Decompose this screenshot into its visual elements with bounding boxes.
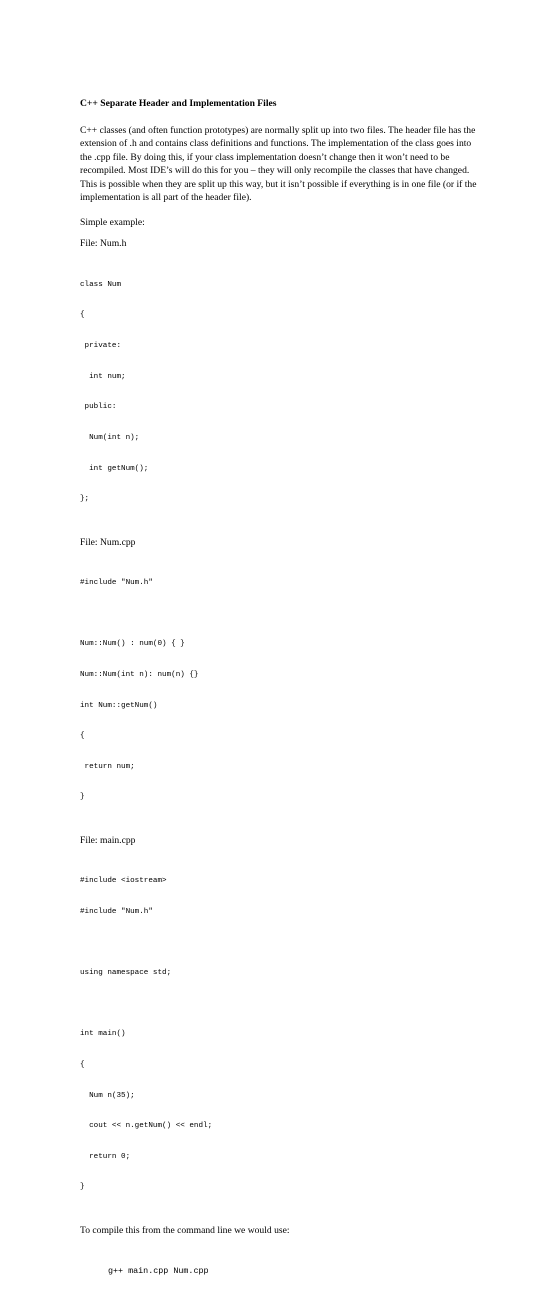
intro-paragraph: C++ classes (and often function prototypes) are normally split up into two files. The header file has the extension of .h and contains class definitions and functions. The implementation of the class goes into the .cpp file. By doing this, if your class implementation doesn’t change then it won’t need to be recompiled. Most IDE’s will do this for you – they will only recompile the classes that have changed. This is possible when they are split up this way, but it isn’t possible if everything is in one file (or if the implementation is all part of the header file). [80, 125, 477, 204]
code-line: public: [80, 403, 117, 412]
code-line: } [80, 1183, 85, 1192]
code-line: int main() [80, 1030, 126, 1039]
code-line: private: [80, 342, 122, 351]
code-line: Num n(35); [80, 1091, 135, 1100]
code-line: Num::Num(int n): num(n) {} [80, 670, 199, 679]
code-line: } [80, 793, 85, 802]
code-line: #include "Num.h" [80, 579, 153, 588]
code-line: #include "Num.h" [80, 908, 153, 916]
file-label-num-h: File: Num.h [80, 238, 127, 250]
code-line: { [80, 732, 85, 741]
code-line: int Num::getNum() [80, 701, 158, 710]
file-label-num-cpp: File: Num.cpp [80, 536, 136, 548]
code-block-num-h [80, 259, 480, 524]
code-line: class Num [80, 280, 122, 289]
code-line [80, 609, 480, 619]
code-line: cout << n.getNum() << endl; [80, 1122, 213, 1131]
compile-command [80, 1246, 480, 1297]
code-line: using namespace std; [80, 969, 172, 978]
code-block-num-cpp [80, 558, 480, 823]
code-line: return num; [80, 762, 135, 771]
code-block-main-cpp [80, 856, 480, 1213]
code-line: }; [80, 495, 90, 504]
code-line: #include <iostream> [80, 877, 167, 886]
code-line: { [80, 1061, 85, 1070]
simple-example-label: Simple example: [80, 217, 145, 229]
code-line: int num; [80, 372, 126, 381]
code-line: { [80, 311, 85, 320]
document-page [80, 98, 480, 1309]
file-label-main-cpp: File: main.cpp [80, 834, 136, 846]
code-line [80, 999, 480, 1009]
code-line: Num(int n); [80, 433, 140, 442]
document-title: C++ Separate Header and Implementation Files [80, 98, 277, 109]
code-line: Num::Num() : num(0) { } [80, 640, 185, 649]
command-line: g++ main.cpp Num.cpp [108, 1266, 209, 1277]
code-line: return 0; [80, 1152, 131, 1161]
code-line [80, 938, 480, 948]
code-line: int getNum(); [80, 464, 149, 473]
compile-instructions: To compile this from the command line we would use: [80, 1225, 290, 1237]
